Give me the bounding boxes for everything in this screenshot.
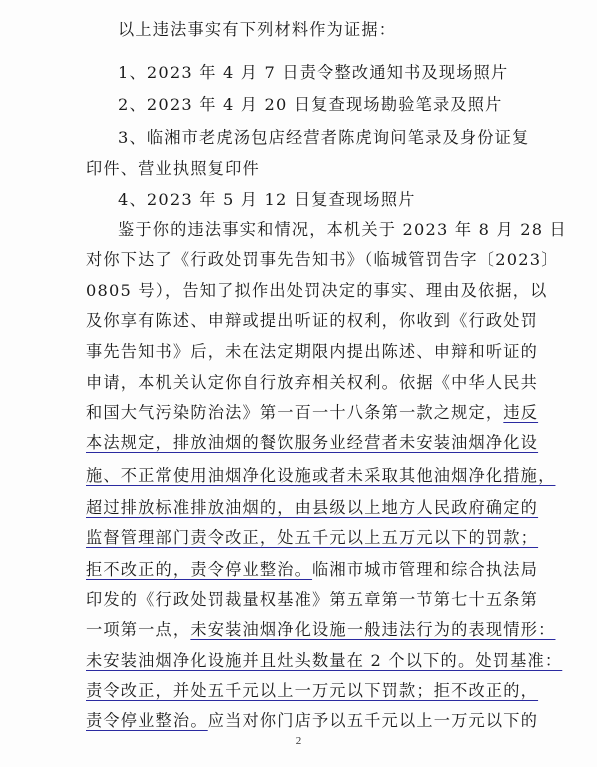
text-segment: 临湘市城市管理和综合执法局: [312, 560, 539, 579]
text-line: [118, 95, 503, 115]
underlined-text: 施、不正常使用油烟净化设施或者未采取其他油烟净化措施，: [86, 466, 556, 485]
text-line: [118, 190, 416, 210]
underlined-text: 拒不改正的，责令停业整治。: [86, 560, 313, 579]
text-segment: 印发的《行政处罚裁量权基准》第五章第一节第七十五条第: [86, 590, 539, 609]
text-line: [86, 590, 538, 610]
underlined-text: 责令停业整治。: [86, 711, 208, 730]
underlined-text: 未安装油烟净化设施一般违法行为的表现情形：: [190, 620, 556, 639]
text-line: [86, 620, 555, 640]
text-segment: 应当对你门店予以五千元以上一万元以下的: [207, 711, 539, 730]
text-line: [86, 528, 538, 548]
text-line: [86, 466, 555, 486]
underlined-text: 未安装油烟净化设施并且灶头数量在 2 个以下的。处罚基准：: [86, 651, 563, 670]
text-line: [86, 373, 538, 393]
underlined-text: 超过排放标准排放油烟的，由县级以上地方人民政府确定的: [86, 498, 539, 517]
text-line: [86, 498, 538, 518]
text-segment: 事先告知书》后，未在法定期限内提出陈述、申辩和听证的: [86, 342, 539, 361]
text-line: [86, 311, 538, 331]
text-segment: 印件、营业执照复印件: [86, 159, 260, 178]
text-segment: 0805 号），告知了拟作出处罚决定的事实、理由及依据，以: [86, 281, 548, 300]
text-line: [118, 20, 396, 40]
underlined-text: 本法规定，排放油烟的餐饮服务业经营者未安装油烟净化设: [86, 433, 539, 452]
text-segment: 1、2023 年 4 月 7 日责令整改通知书及现场照片: [118, 63, 509, 82]
text-line: [86, 281, 548, 301]
text-segment: 鉴于你的违法事实和情况，本机关于 2023 年 8 月 28 日: [118, 220, 567, 239]
text-line: [86, 250, 559, 270]
text-segment: 3、临湘市老虎汤包店经营者陈虎询问笔录及身份证复: [118, 128, 530, 147]
text-line: [86, 681, 538, 701]
underlined-text: 违反: [503, 403, 539, 422]
text-line: [86, 560, 538, 580]
underlined-text: 监督管理部门责令改正，处五千元以上五万元以下的罚款；: [86, 528, 539, 547]
text-line: [86, 711, 538, 731]
text-line: [86, 342, 538, 362]
text-segment: 一项第一点，: [86, 620, 191, 639]
text-line: [118, 220, 567, 240]
text-line: [86, 403, 538, 423]
text-line: [86, 651, 562, 671]
text-line: [86, 433, 538, 453]
text-segment: 及你享有陈述、申辩或提出听证的权利，你收到《行政处罚: [86, 311, 539, 330]
text-line: [86, 159, 260, 179]
text-segment: 2、2023 年 4 月 20 日复查现场勘验笔录及照片: [118, 95, 503, 114]
text-segment: 以上违法事实有下列材料作为证据：: [118, 20, 397, 39]
text-line: [118, 63, 508, 83]
text-segment: 4、2023 年 5 月 12 日复查现场照片: [118, 190, 416, 209]
text-line: [118, 128, 529, 148]
text-segment: 和国大气污染防治法》第一百一十八条第一款之规定，: [86, 403, 504, 422]
page-number: 2: [295, 735, 302, 747]
text-segment: 申请，本机关认定你自行放弃相关权利。依据《中华人民共: [86, 373, 539, 392]
underlined-text: 责令改正，并处五千元以上一万元以下罚款；拒不改正的，: [86, 681, 539, 700]
text-segment: 对你下达了《行政处罚事先告知书》（临城管罚告字〔2023〕: [86, 250, 559, 269]
